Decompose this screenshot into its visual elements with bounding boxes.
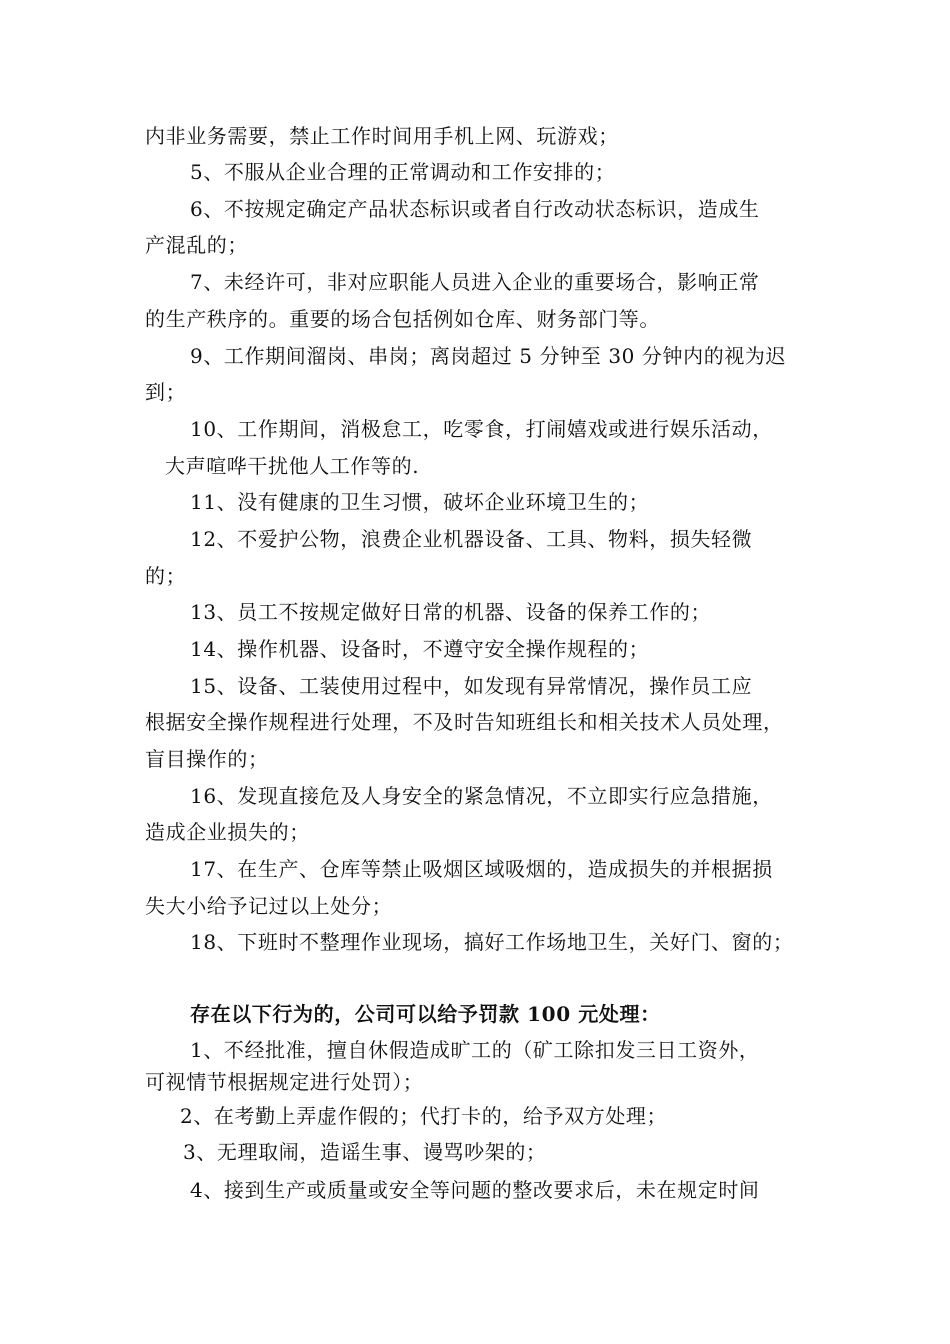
text-line: 可视情节根据规定进行处罚）； xyxy=(145,1070,424,1094)
section-heading: 存在以下行为的，公司可以给予罚款 100 元处理： xyxy=(190,1002,661,1026)
list-item: 11、没有健康的卫生习惯，破坏企业环境卫生的； xyxy=(190,490,650,514)
list-item: 4、接到生产或质量或安全等问题的整改要求后，未在规定时间 xyxy=(190,1178,760,1202)
list-item: 2、在考勤上弄虚作假的；代打卡的，给予双方处理； xyxy=(180,1104,668,1128)
text-line: 根据安全操作规程进行处理，不及时告知班组长和相关技术人员处理， xyxy=(145,710,784,734)
text-line: 的生产秩序的。重要的场合包括例如仓库、财务部门等。 xyxy=(145,307,660,331)
text-line: 盲目操作的； xyxy=(145,747,269,771)
list-item: 18、下班时不整理作业现场，搞好工作场地卫生，关好门、窗的； xyxy=(190,930,794,954)
list-item: 15、设备、工装使用过程中，如发现有异常情况，操作员工应 xyxy=(190,674,753,698)
list-item: 1、不经批准，擅自休假造成旷工的（矿工除扣发三日工资外， xyxy=(190,1038,760,1062)
list-item: 9、工作期间溜岗、串岗；离岗超过 5 分钟至 30 分钟内的视为迟 xyxy=(190,344,787,368)
list-item: 12、不爱护公物，浪费企业机器设备、工具、物料，损失轻微 xyxy=(190,527,753,551)
list-item: 13、员工不按规定做好日常的机器、设备的保养工作的； xyxy=(190,600,712,624)
list-item: 10、工作期间，消极怠工，吃零食，打闹嬉戏或进行娱乐活动， xyxy=(190,417,773,441)
text-line: 内非业务需要，禁止工作时间用手机上网、玩游戏； xyxy=(145,124,619,148)
list-item: 14、操作机器、设备时，不遵守安全操作规程的； xyxy=(190,637,650,661)
text-line: 造成企业损失的； xyxy=(145,820,310,844)
text-line: 产混乱的； xyxy=(145,233,248,257)
list-item: 5、不服从企业合理的正常调动和工作安排的； xyxy=(190,160,616,184)
text-line: 到； xyxy=(145,380,187,404)
list-item: 17、在生产、仓库等禁止吸烟区域吸烟的，造成损失的并根据损 xyxy=(190,857,773,881)
list-item: 7、未经许可，非对应职能人员进入企业的重要场合，影响正常 xyxy=(190,270,760,294)
text-line: 失大小给予记过以上处分； xyxy=(145,894,393,918)
text-line: 的； xyxy=(145,564,187,588)
list-item: 3、无理取闹，造谣生事、谩骂吵架的； xyxy=(183,1140,547,1164)
text-line: 大声喧哗干扰他人工作等的. xyxy=(165,454,420,478)
list-item: 16、发现直接危及人身安全的紧急情况，不立即实行应急措施， xyxy=(190,784,773,808)
list-item: 6、不按规定确定产品状态标识或者自行改动状态标识，造成生 xyxy=(190,197,760,221)
